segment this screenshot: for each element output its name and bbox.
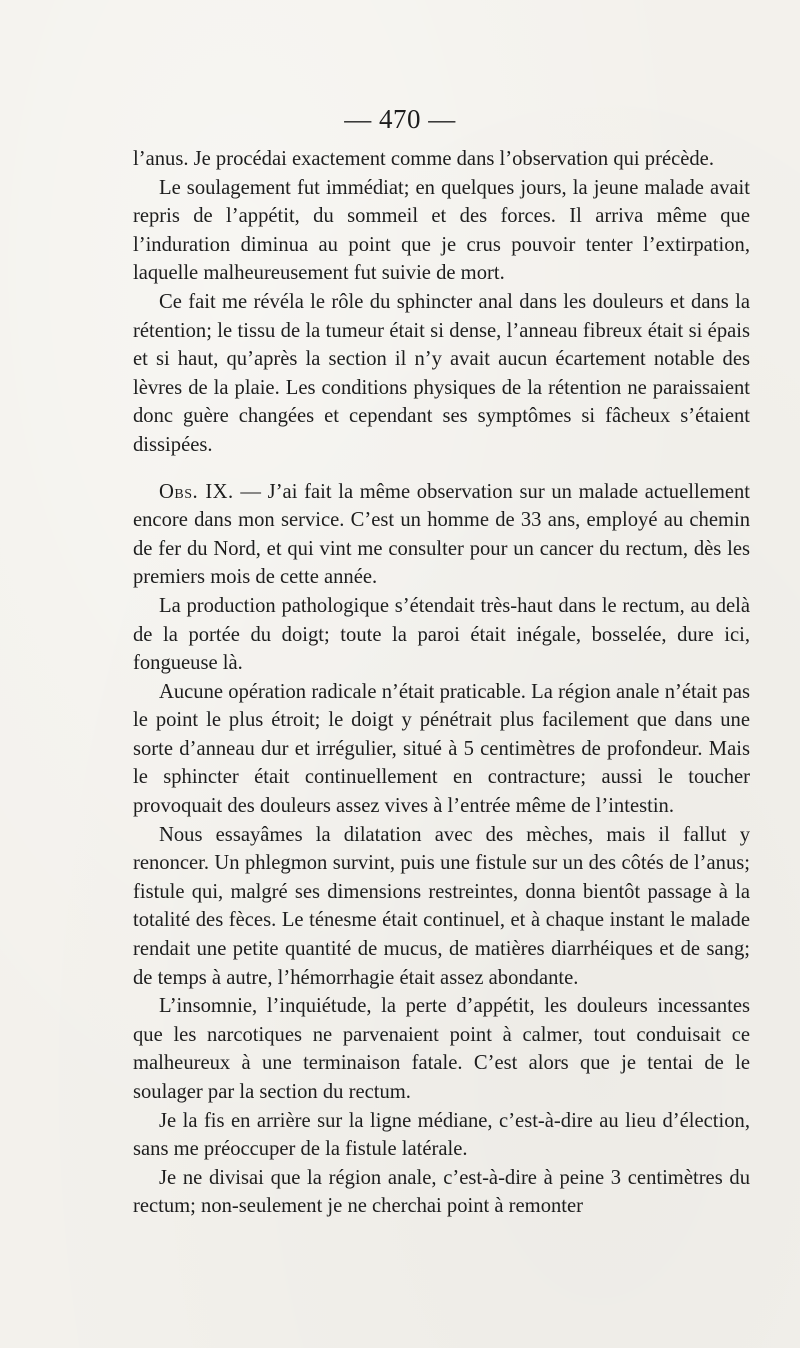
paragraph bbox=[133, 1107, 750, 1164]
paragraph-text: Je ne divisai que la région anale, c’est-à-dire à peine 3 centimètres du rectum; non-seulement je ne cherchai point à remonter bbox=[133, 1166, 750, 1218]
paragraph bbox=[133, 992, 750, 1106]
paragraph-text: Ce fait me révéla le rôle du sphincter anal dans les douleurs et dans la rétention; le tissu de la tumeur était si dense, l’anneau fibreux était si épais et si haut, qu’après la section il n’y avait aucun écartement notable des lèvres de la plaie. Les conditions physiques de la rétention ne paraissaient donc guère changées et cependant ses symptômes si fâcheux s’étaient dissipées. bbox=[133, 290, 750, 456]
paragraph-text: L’insomnie, l’inquiétude, la perte d’appétit, les douleurs incessantes que les narcotiques ne parvenaient point à calmer, tout conduisait ce malheureux à une terminaison fatale. C’est alors que je tentai de le soulager par la section du rectum. bbox=[133, 995, 750, 1103]
paragraph bbox=[133, 174, 750, 288]
paragraph-text: — J’ai fait la même observation sur un malade actuellement encore dans mon service. C’est un homme de 33 ans, employé au chemin de fer du Nord, et qui vint me consulter pour un cancer du rectum, dès les premiers mois de cette année. bbox=[133, 480, 751, 589]
paragraph bbox=[133, 1164, 750, 1221]
paragraph-text: La production pathologique s’étendait très-haut dans le rectum, au delà de la portée du doigt; toute la paroi était inégale, bosselée, dure ici, fongueuse là. bbox=[133, 594, 750, 675]
paragraph-text: Le soulagement fut immédiat; en quelques jours, la jeune malade avait repris de l’appétit, du sommeil et des forces. Il arriva même que l’induration diminua au point que je crus pouvoir tenter l’extirpation, laquelle malheureusement fut suivie de mort. bbox=[133, 176, 750, 285]
paragraph bbox=[133, 678, 750, 821]
observation-paragraph bbox=[133, 478, 750, 592]
paragraph-text: l’anus. Je procédai exactement comme dans l’observation qui précède. bbox=[133, 148, 714, 170]
paragraph bbox=[133, 592, 750, 678]
paragraph bbox=[133, 288, 750, 460]
paragraph-continuation bbox=[133, 145, 750, 174]
page-number: — 470 — bbox=[344, 104, 456, 134]
paragraph-text: Je la fis en arrière sur la ligne médiane, c’est-à-dire au lieu d’élection, sans me préoccuper de la fistule latérale. bbox=[133, 1109, 750, 1161]
observation-label: Obs. IX. bbox=[159, 480, 234, 503]
paragraph-text: Aucune opération radicale n’était praticable. La région anale n’était pas le point le plus étroit; le doigt y pénétrait plus facilement que dans une sorte d’anneau dur et irrégulier, situé à 5 centimètres de profondeur. Mais le sphincter était continuellement en contracture; aussi le toucher provoquait des douleurs assez vives à l’entrée même de l’intestin. bbox=[133, 680, 750, 818]
body-text bbox=[133, 145, 750, 1221]
paragraph bbox=[133, 821, 750, 993]
paragraph-text: Nous essayâmes la dilatation avec des mèches, mais il fallut y renoncer. Un phlegmon survint, puis une fistule sur un des côtés de l’anus; fistule qui, malgré ses dimensions restreintes, donna bientôt passage à la totalité des fèces. Le ténesme était continuel, et à chaque instant le malade rendait une petite quantité de mucus, de matières diarrhéiques et de sang; de temps à autre, l’hémorrhagie était assez abondante. bbox=[133, 823, 750, 989]
